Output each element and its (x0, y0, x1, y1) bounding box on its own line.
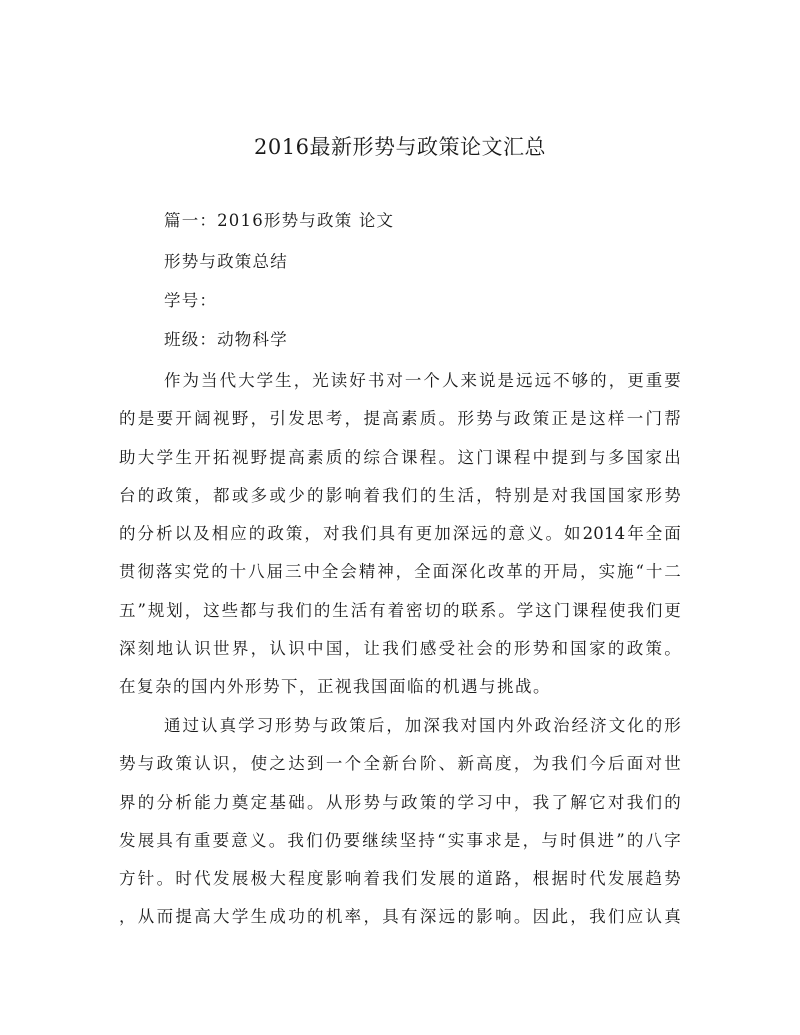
paragraph-line: 贯彻落实党的十八届三中全会精神，全面深化改革的开局，实施“十二 (119, 562, 681, 582)
body-paragraph-1 (119, 362, 681, 707)
paragraph-line: 作为当代大学生，光读好书对一个人来说是远远不够的，更重要 (164, 371, 681, 390)
paragraph-line: ，从而提高大学生成功的机率，具有深远的影响。因此，我们应认真 (119, 907, 681, 927)
paragraph-line: 方针。时代发展极大程度影响着我们发展的道路，根据时代发展趋势 (119, 869, 681, 889)
paragraph-line: 界的分析能力奠定基础。从形势与政策的学习中，我了解它对我们的 (119, 792, 681, 812)
paragraph-line: 助大学生开拓视野提高素质的综合课程。这门课程中提到与多国家出 (119, 447, 681, 467)
paragraph-line: 势与政策认识，使之达到一个全新台阶、新高度，为我们今后面对世 (119, 754, 681, 774)
paragraph-line: 的分析以及相应的政策，对我们具有更加深远的意义。如2014年全面 (119, 524, 681, 544)
document-title: 2016最新形势与政策论文汇总 (254, 135, 546, 159)
paragraph-line: 深刻地认识世界，认识中国，让我们感受社会的形势和国家的政策。 (119, 639, 681, 659)
class-label: 班级：动物科学 (164, 330, 288, 349)
paragraph-line: 通过认真学习形势与政策后，加深我对国内外政治经济文化的形 (164, 716, 681, 735)
paragraph-line: 的是要开阔视野，引发思考，提高素质。形势与政策正是这样一门帮 (119, 409, 681, 429)
paragraph-line: 台的政策，都或多或少的影响着我们的生活，特别是对我国国家形势 (119, 485, 681, 505)
section-subheading: 形势与政策总结 (164, 252, 288, 271)
student-id-label: 学号： (164, 291, 218, 310)
paragraph-line: 五”规划，这些都与我们的生活有着密切的联系。学这门课程使我们更 (119, 600, 681, 620)
chapter-heading: 篇一：2016形势与政策 论文 (164, 211, 395, 230)
paragraph-line: 在复杂的国内外形势下，正视我国面临的机遇与挑战。 (119, 677, 551, 697)
body-paragraph-2 (119, 707, 681, 937)
paragraph-line: 发展具有重要意义。我们仍要继续坚持“实事求是，与时俱进”的八字 (119, 830, 681, 850)
